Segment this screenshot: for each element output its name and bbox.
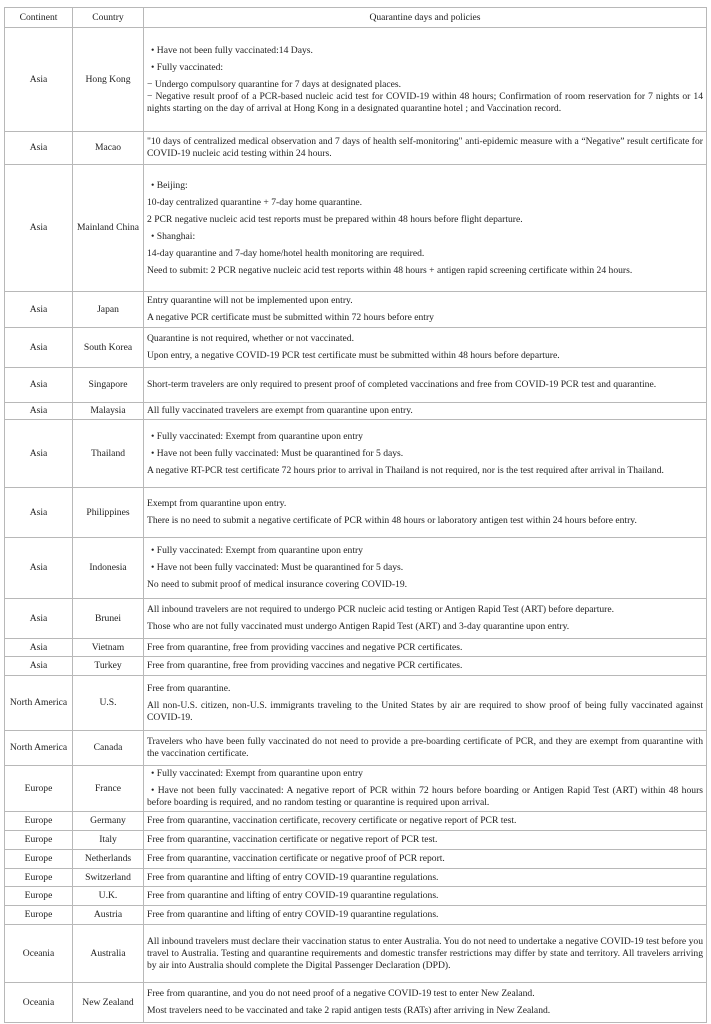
policies-cell [144, 731, 707, 766]
policies-cell [144, 132, 707, 165]
policies-cell [144, 887, 707, 906]
continent-cell: Europe [5, 850, 73, 869]
policies-cell [144, 328, 707, 368]
policies-cell [144, 831, 707, 850]
continent-cell: Oceania [5, 925, 73, 983]
policy-text: A negative PCR certificate must be submitted within 72 hours before entry [147, 312, 434, 323]
table-row [5, 368, 707, 403]
policy-bullet-item: • Shanghai: [147, 231, 703, 243]
policies-cell [144, 488, 707, 538]
policy-bullet-item: • Fully vaccinated: [147, 62, 703, 74]
table-row [5, 983, 707, 1023]
continent-cell: Asia [5, 599, 73, 639]
continent-cell: Asia [5, 292, 73, 328]
policy-text: Entry quarantine will not be implemented upon entry. [147, 295, 353, 306]
country-cell: New Zealand [73, 983, 144, 1023]
country-cell: Turkey [73, 657, 144, 676]
country-cell: South Korea [73, 328, 144, 368]
policy-text: Free from quarantine, free from providing vaccines and negative PCR certificates. [147, 660, 463, 671]
policies-cell [144, 420, 707, 488]
policy-dash-item: − Negative result proof of a PCR-based nucleic acid test for COVID-19 within 48 hours; Confirmation of room reservation for 7 nights or 14 nights starting on the day of arrival at Hong Kong in a designated quarantine hotel ; and Vaccination record. [147, 91, 703, 115]
policies-cell [144, 676, 707, 731]
table-row [5, 869, 707, 887]
policy-text: Free from quarantine. [147, 682, 231, 694]
country-cell: Netherlands [73, 850, 144, 869]
policy-text: Free from quarantine, vaccination certificate or negative report of PCR test. [147, 834, 438, 845]
table-row [5, 403, 707, 420]
country-cell: Macao [73, 132, 144, 165]
continent-cell: Asia [5, 368, 73, 403]
policy-bullet-item: • Have not been fully vaccinated:14 Days. [147, 45, 703, 57]
table-row [5, 925, 707, 983]
continent-cell: Oceania [5, 983, 73, 1023]
policy-text: 2 PCR negative nucleic acid test reports must be prepared within 48 hours before flight departure. [147, 213, 523, 225]
policy-text: Free from quarantine and lifting of entry COVID-19 quarantine regulations. [147, 909, 439, 920]
policies-cell [144, 538, 707, 599]
table-row [5, 488, 707, 538]
country-cell: Malaysia [73, 403, 144, 420]
country-cell: Singapore [73, 368, 144, 403]
country-cell: Hong Kong [73, 28, 144, 132]
continent-cell: Asia [5, 657, 73, 676]
policy-text: 10-day centralized quarantine + 7-day home quarantine. [147, 196, 363, 208]
policies-cell [144, 983, 707, 1023]
header-continent: Continent [5, 8, 73, 28]
continent-cell: Europe [5, 812, 73, 831]
policy-bullet-item: • Fully vaccinated: Exempt from quarantine upon entry [147, 768, 703, 780]
policy-text: Free from quarantine, and you do not need proof of a negative COVID-19 test to enter New Zealand. [147, 988, 535, 999]
country-cell: U.S. [73, 676, 144, 731]
country-cell: Canada [73, 731, 144, 766]
policy-dash-item: − Undergo compulsory quarantine for 7 days at designated places. [147, 79, 703, 91]
table-row [5, 639, 707, 657]
country-cell: Philippines [73, 488, 144, 538]
country-cell: Australia [73, 925, 144, 983]
policy-text: Free from quarantine and lifting of entry COVID-19 quarantine regulations. [147, 890, 439, 901]
table-row [5, 906, 707, 925]
policies-cell [144, 165, 707, 292]
table-row [5, 676, 707, 731]
policy-text: No need to submit proof of medical insurance covering COVID-19. [147, 579, 408, 590]
continent-cell: Asia [5, 132, 73, 165]
table-row [5, 599, 707, 639]
table-row [5, 850, 707, 869]
policy-text: All inbound travelers are not required to undergo PCR nucleic acid testing or Antigen Rapid Test (ART) before departure. [147, 604, 615, 615]
policy-text: Need to submit: 2 PCR negative nucleic acid test reports within 48 hours + antigen rapid screening certificate within 24 hours. [147, 264, 633, 276]
continent-cell: Asia [5, 403, 73, 420]
table-row [5, 132, 707, 165]
quarantine-policy-table [4, 7, 707, 1023]
country-cell: Italy [73, 831, 144, 850]
continent-cell: North America [5, 731, 73, 766]
policy-text: Those who are not fully vaccinated must undergo Antigen Rapid Test (ART) and 3-day quarantine upon entry. [147, 621, 570, 632]
policy-text: Free from quarantine, vaccination certificate, recovery certificate or negative report of PCR test. [147, 815, 517, 826]
country-cell: Vietnam [73, 639, 144, 657]
country-cell: Switzerland [73, 869, 144, 887]
table-header-row [5, 8, 707, 28]
continent-cell: Asia [5, 538, 73, 599]
policy-text: Most travelers need to be vaccinated and take 2 rapid antigen tests (RATs) after arriving in New Zealand. [147, 1005, 551, 1016]
continent-cell: Europe [5, 906, 73, 925]
country-cell: Mainland China [73, 165, 144, 292]
policy-text: Quarantine is not required, whether or not vaccinated. [147, 333, 354, 344]
country-cell: Japan [73, 292, 144, 328]
country-cell: Austria [73, 906, 144, 925]
policies-cell [144, 639, 707, 657]
policies-cell [144, 292, 707, 328]
policies-cell [144, 403, 707, 420]
table-row [5, 831, 707, 850]
continent-cell: Asia [5, 639, 73, 657]
table-row [5, 538, 707, 599]
country-cell: Thailand [73, 420, 144, 488]
policy-text: All fully vaccinated travelers are exempt from quarantine upon entry. [147, 405, 413, 416]
table-row [5, 657, 707, 676]
continent-cell: Asia [5, 328, 73, 368]
continent-cell: Europe [5, 887, 73, 906]
policies-cell [144, 368, 707, 403]
policy-text: "10 days of centralized medical observation and 7 days of health self-monitoring" anti-epidemic measure with a “Negative” result certificate for COVID-19 nucleic acid testing within 24 hours. [147, 136, 703, 159]
policy-bullet-item: • Have not been fully vaccinated: A negative report of PCR within 72 hours before boarding or Antigen Rapid Test (ART) within 48 hours before boarding is required, and no random testing or quarantine is required upon arrival. [147, 785, 703, 809]
table-row [5, 292, 707, 328]
policies-cell [144, 657, 707, 676]
policy-text: Short-term travelers are only required to present proof of completed vaccinations and free from COVID-19 PCR test and quarantine. [147, 379, 657, 390]
continent-cell: North America [5, 676, 73, 731]
country-cell: France [73, 766, 144, 812]
policy-bullet-item: • Beijing: [147, 180, 703, 192]
table-row [5, 328, 707, 368]
policy-bullet-item: • Have not been fully vaccinated: Must be quarantined for 5 days. [147, 448, 703, 460]
table-row [5, 165, 707, 292]
continent-cell: Asia [5, 420, 73, 488]
policy-text: A negative RT-PCR test certificate 72 hours prior to arrival in Thailand is not required, nor is the test required after arrival in Thailand. [147, 464, 664, 476]
table-row [5, 28, 707, 132]
table-row [5, 766, 707, 812]
continent-cell: Europe [5, 766, 73, 812]
policies-cell [144, 599, 707, 639]
continent-cell: Europe [5, 831, 73, 850]
policy-text: Upon entry, a negative COVID-19 PCR test certificate must be submitted within 48 hours before departure. [147, 350, 560, 361]
continent-cell: Asia [5, 28, 73, 132]
country-cell: Germany [73, 812, 144, 831]
policies-cell [144, 906, 707, 925]
header-country: Country [73, 8, 144, 28]
policy-text: All inbound travelers must declare their vaccination status to enter Australia. You do not need to undertake a negative COVID-19 test before you travel to Australia. Testing and quarantine requirements and domestic transfer restrictions may differ by state and territory. All travelers arriving by air into Australia should complete the Digital Passenger Declaration (DPD). [147, 935, 703, 971]
table-row [5, 420, 707, 488]
policy-text: Free from quarantine, free from providing vaccines and negative PCR certificates. [147, 641, 463, 653]
policy-text: All non-U.S. citizen, non-U.S. immigrants traveling to the United States by air are required to show proof of being fully vaccinated against COVID-19. [147, 699, 703, 723]
policy-text: Exempt from quarantine upon entry. [147, 498, 287, 509]
policy-bullet-item: • Have not been fully vaccinated: Must be quarantined for 5 days. [147, 562, 703, 574]
policy-bullet-item: • Fully vaccinated: Exempt from quarantine upon entry [147, 545, 703, 557]
table-row [5, 812, 707, 831]
table-row [5, 731, 707, 766]
policies-cell [144, 925, 707, 983]
country-cell: Brunei [73, 599, 144, 639]
policy-text: There is no need to submit a negative certificate of PCR within 48 hours or laboratory antigen test within 24 hours before entry. [147, 515, 637, 526]
policy-text: Travelers who have been fully vaccinated do not need to provide a pre-boarding certificate of PCR, and they are exempt from quarantine with the vaccination certificate. [147, 736, 703, 759]
header-policies: Quarantine days and policies [144, 8, 707, 28]
policy-text: Free from quarantine and lifting of entry COVID-19 quarantine regulations. [147, 871, 439, 883]
policy-text: 14-day quarantine and 7-day home/hotel health monitoring are required. [147, 247, 425, 259]
continent-cell: Europe [5, 869, 73, 887]
policies-cell [144, 869, 707, 887]
table-body [5, 28, 707, 1023]
table-row [5, 887, 707, 906]
policy-text: Free from quarantine, vaccination certificate or negative proof of PCR report. [147, 853, 445, 864]
policies-cell [144, 766, 707, 812]
policies-cell [144, 28, 707, 132]
country-cell: Indonesia [73, 538, 144, 599]
continent-cell: Asia [5, 488, 73, 538]
policies-cell [144, 850, 707, 869]
policy-bullet-item: • Fully vaccinated: Exempt from quarantine upon entry [147, 431, 703, 443]
policies-cell [144, 812, 707, 831]
country-cell: U.K. [73, 887, 144, 906]
continent-cell: Asia [5, 165, 73, 292]
